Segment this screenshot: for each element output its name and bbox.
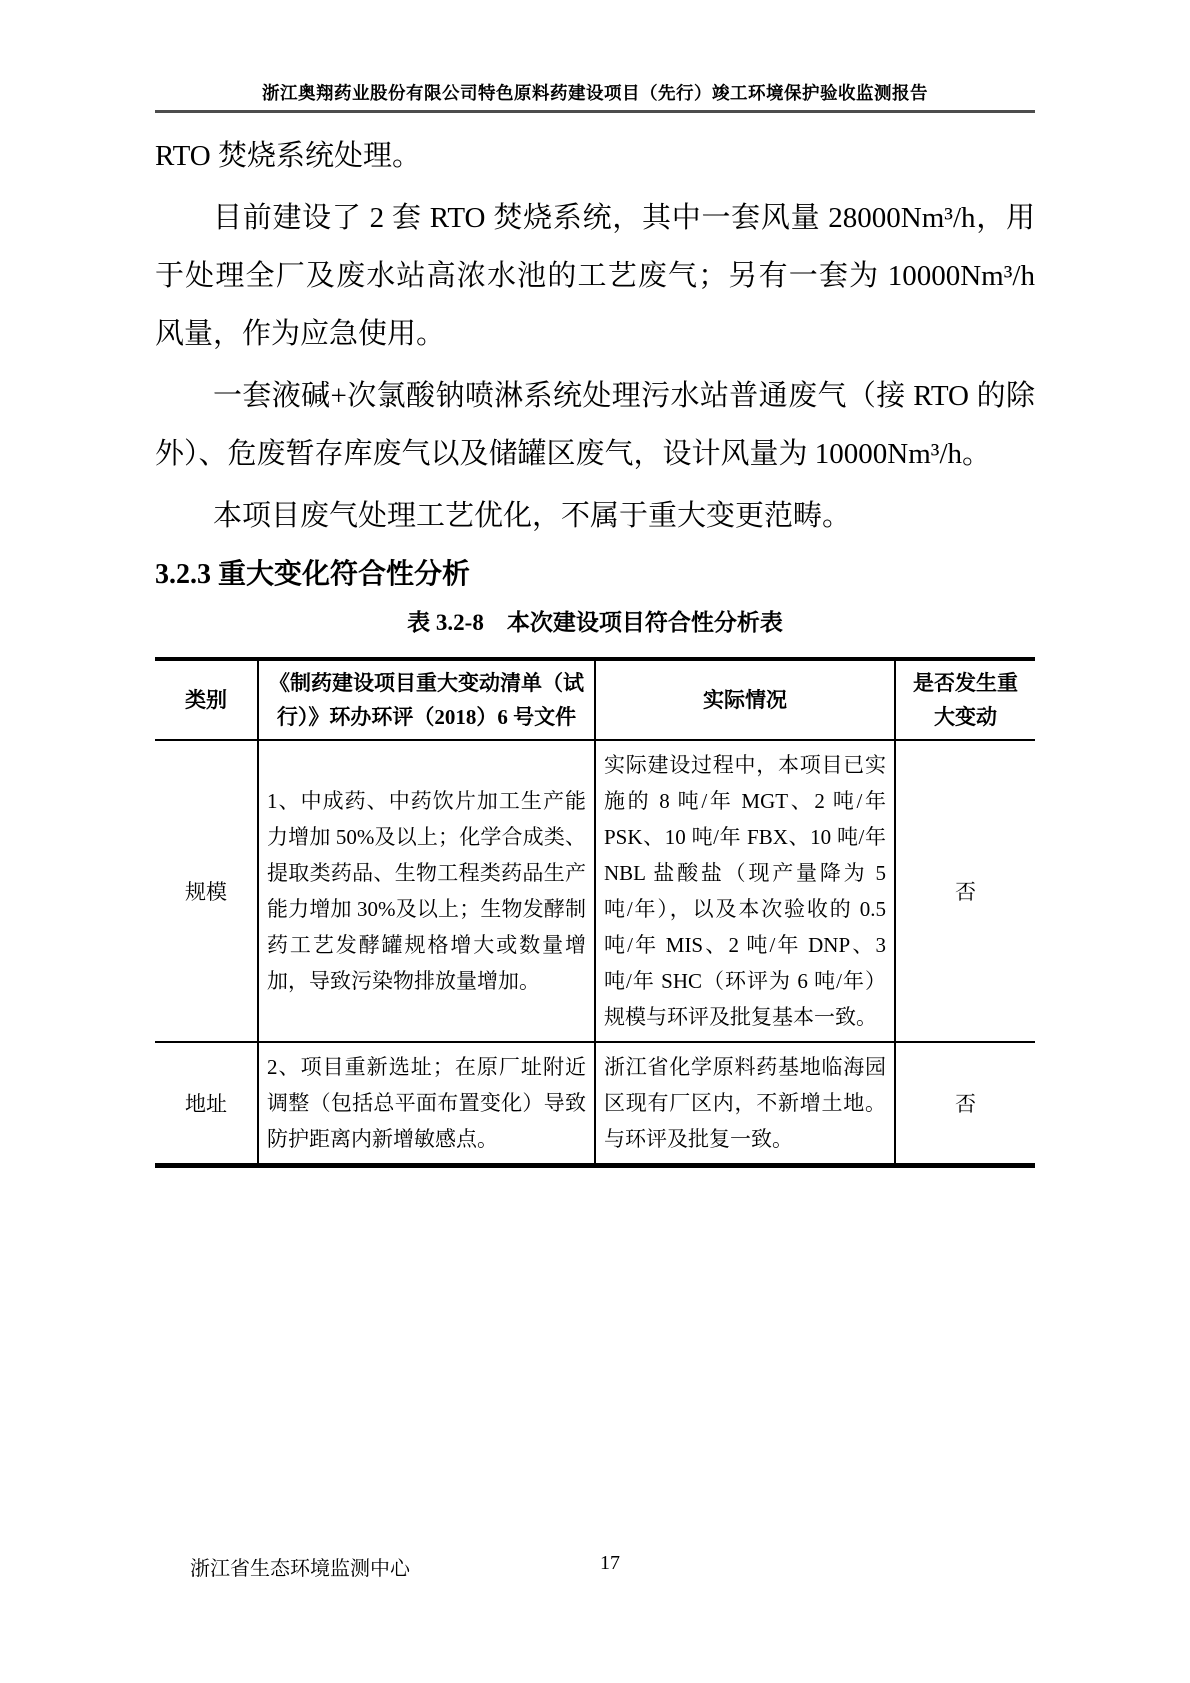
paragraph: 本项目废气处理工艺优化，不属于重大变更范畴。 (213, 500, 852, 532)
page-content (155, 127, 1035, 1168)
paragraph: 目前建设了 2 套 RTO 焚烧系统，其中一套风量 28000Nm³/h，用于处理全厂及废水站高浓水池的工艺废气；另有一套为 10000Nm³/h 风量，作为应急使用。 (155, 202, 1035, 350)
table-header-row (155, 659, 1035, 740)
cell-requirement: 2、项目重新选址；在原厂址附近调整（包括总平面布置变化）导致防护距离内新增敏感点。 (258, 1042, 595, 1166)
document-header-title: 浙江奥翔药业股份有限公司特色原料药建设项目（先行）竣工环境保护验收监测报告 (262, 83, 928, 103)
header-divider (155, 110, 1035, 113)
paragraph: RTO 焚烧系统处理。 (155, 140, 421, 172)
table-row (155, 1042, 1035, 1166)
cell-actual: 浙江省化学原料药基地临海园区现有厂区内，不新增土地。与环评及批复一致。 (595, 1042, 895, 1166)
cell-major-change: 否 (895, 1042, 1035, 1166)
footer-organization: 浙江省生态环境监测中心 (190, 1558, 410, 1580)
column-header-actual: 实际情况 (595, 659, 895, 740)
column-header-category: 类别 (155, 659, 258, 740)
compliance-table (155, 657, 1035, 1168)
cell-requirement: 1、中成药、中药饮片加工生产能力增加 50%及以上；化学合成类、提取类药品、生物工程类药品生产能力增加 30%及以上；生物发酵制药工艺发酵罐规格增大或数量增加，导致污染物排放量增加。 (258, 740, 595, 1042)
cell-actual: 实际建设过程中，本项目已实施的 8 吨/年 MGT、2 吨/年 PSK、10 吨/年 FBX、10 吨/年 NBL 盐酸盐（现产量降为 5 吨/年），以及本次验收的 0.5 吨/年 MIS、2 吨/年 DNP、3 吨/年 SHC（环评为 6 吨/年）规模与环评及批复基本一致。 (595, 740, 895, 1042)
cell-category: 地址 (155, 1042, 258, 1166)
cell-category: 规模 (185, 880, 227, 904)
column-header-major-change: 是否发生重大变动 (895, 659, 1035, 740)
column-header-requirement: 《制药建设项目重大变动清单（试行）》环办环评（2018）6 号文件 (258, 659, 595, 740)
table-row (155, 740, 1035, 1042)
table-caption: 表 3.2-8 本次建设项目符合性分析表 (407, 610, 783, 635)
page-number: 17 (600, 1552, 620, 1574)
cell-major-change: 否 (895, 740, 1035, 1042)
paragraph: 一套液碱+次氯酸钠喷淋系统处理污水站普通废气（接 RTO 的除外）、危废暂存库废气以及储罐区废气，设计风量为 10000Nm³/h。 (155, 380, 1035, 470)
section-heading: 3.2.3 重大变化符合性分析 (155, 559, 471, 590)
